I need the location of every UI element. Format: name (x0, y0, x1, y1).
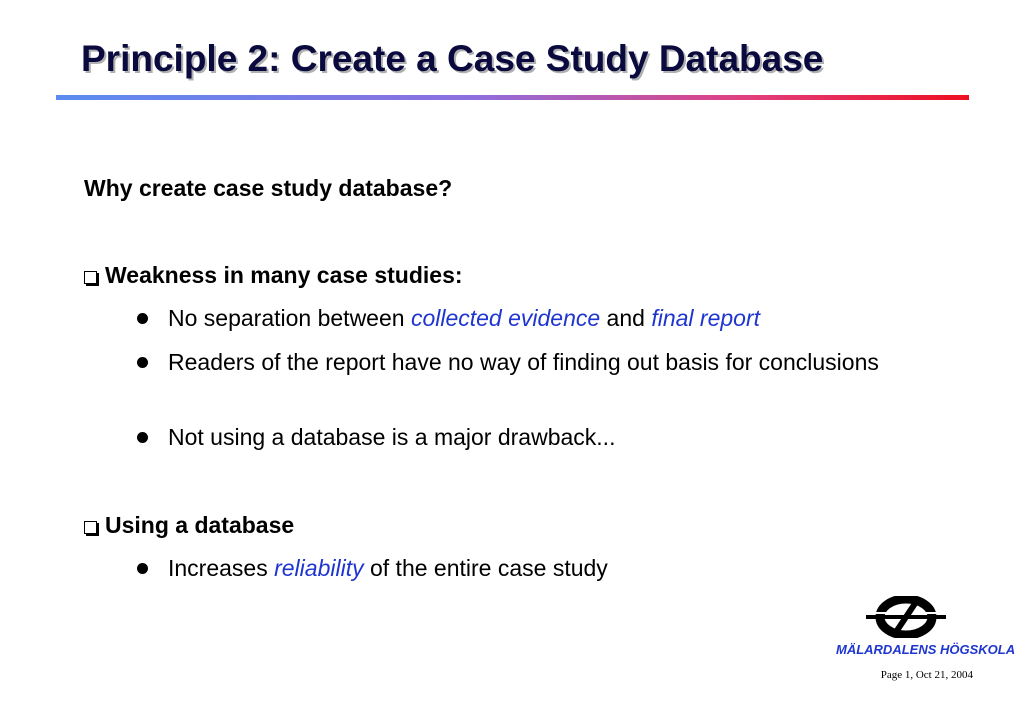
checkbox-bullet-icon (84, 521, 97, 534)
logo-text: MÄLARDALENS HÖGSKOLA (836, 642, 1016, 657)
bullet-item: Increases reliability of the entire case study (137, 553, 608, 583)
footer-date: Oct 21, 2004 (915, 669, 973, 681)
bullet-dot-icon (137, 313, 148, 324)
page-number: Page 1, (880, 669, 914, 681)
bullet-dot-icon (137, 432, 148, 443)
emphasis-text: reliability (274, 555, 364, 581)
page-footer (881, 669, 973, 681)
checkbox-bullet-icon (84, 271, 97, 284)
bullet-dot-icon (137, 563, 148, 574)
bullet-dot-icon (137, 357, 148, 368)
bullet-item: Readers of the report have no way of finding out basis for conclusions (137, 347, 888, 377)
logo-mark-icon (866, 596, 946, 638)
section-heading-weakness: Weakness in many case studies: (84, 260, 463, 290)
title-divider (56, 95, 969, 100)
bullet-item: Not using a database is a major drawback... (137, 422, 615, 452)
emphasis-text: final report (651, 305, 760, 331)
emphasis-text: collected evidence (410, 305, 601, 331)
intro-question: Why create case study database? (84, 175, 453, 201)
bullet-item: No separation between collected evidence and final report (137, 303, 760, 333)
section-heading-database: Using a database (84, 510, 294, 540)
slide-title: Principle 2: Create a Case Study Database (81, 38, 824, 79)
